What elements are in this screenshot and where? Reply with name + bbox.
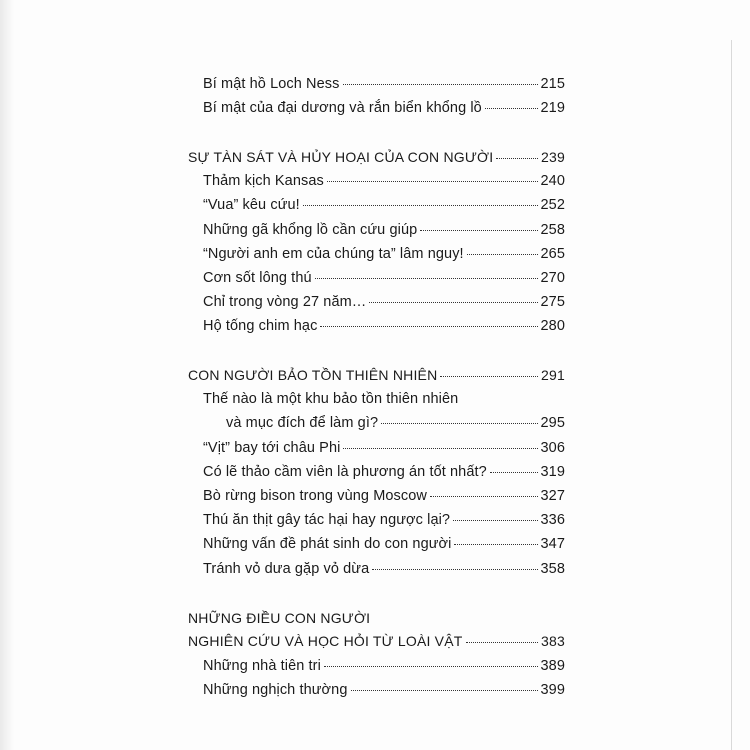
dot-leader (430, 495, 538, 497)
toc-entry-line1 (203, 391, 565, 407)
dot-leader (343, 447, 537, 449)
section-page: 291 (541, 367, 565, 383)
toc-entry-page: 358 (540, 561, 565, 577)
toc-entry (203, 318, 565, 334)
toc-entry-title: Những vấn đề phát sinh do con người (203, 536, 452, 552)
toc-entry-title: Bí mật hồ Loch Ness (203, 76, 340, 92)
toc-entry-title: Hộ tống chim hạc (203, 318, 318, 334)
section-title: CON NGƯỜI BẢO TỒN THIÊN NHIÊN (188, 367, 438, 383)
toc-entry-title: Bò rừng bison trong vùng Moscow (203, 488, 427, 504)
dot-leader (315, 277, 538, 279)
toc-entry-title: “Vua” kêu cứu! (203, 197, 300, 213)
toc-section-heading (188, 149, 565, 165)
toc-entry-title: “Người anh em của chúng ta” lâm nguy! (203, 246, 464, 262)
toc-entry (203, 294, 565, 310)
dot-leader (303, 204, 538, 206)
toc-entry-page: 252 (540, 197, 565, 213)
dot-leader (490, 471, 538, 473)
toc-entry (203, 561, 565, 577)
dot-leader (327, 180, 538, 182)
toc-entry-title: Chỉ trong vòng 27 năm… (203, 294, 367, 310)
toc-entry-title: và mục đích để làm gì? (226, 415, 379, 431)
toc-entry-page: 280 (540, 318, 565, 334)
toc-entry-title: Tránh vỏ dưa gặp vỏ dừa (203, 561, 370, 577)
dot-leader (496, 157, 538, 159)
toc-entry (203, 270, 565, 286)
toc-entry-page: 295 (540, 415, 565, 431)
dot-leader (369, 301, 537, 303)
toc-entry-title-line1: Thế nào là một khu bảo tồn thiên nhiên (203, 391, 459, 407)
toc-entry-page: 219 (540, 100, 565, 116)
dot-leader (485, 107, 538, 109)
dot-leader (454, 543, 537, 545)
toc-entry-page: 240 (540, 173, 565, 189)
toc-entry (203, 100, 565, 116)
toc-entry-title: Có lẽ thảo cầm viên là phương án tốt nhất? (203, 464, 487, 480)
toc-entry (203, 464, 565, 480)
toc-entry-page: 319 (540, 464, 565, 480)
toc-entry-title: Thú ăn thịt gây tác hại hay ngược lại? (203, 512, 451, 528)
toc-entry-page: 347 (540, 536, 565, 552)
dot-leader (372, 568, 537, 570)
toc-entry-page: 215 (540, 76, 565, 92)
toc-entry-title: Thảm kịch Kansas (203, 173, 324, 189)
toc-entry-page: 336 (540, 512, 565, 528)
toc-entry-title: “Vịt” bay tới châu Phi (203, 440, 341, 456)
dot-leader (343, 83, 538, 85)
toc-entry-title: Bí mật của đại dương và rắn biển khổng lồ (203, 100, 482, 116)
toc-entry (203, 488, 565, 504)
toc-entry-page: 270 (540, 270, 565, 286)
toc-entry-page: 275 (540, 294, 565, 310)
toc-entry (203, 682, 565, 698)
toc-entry (203, 76, 565, 92)
toc-entry-page: 389 (540, 658, 565, 674)
toc-entry (203, 197, 565, 213)
dot-leader (381, 422, 537, 424)
toc-entry (203, 536, 565, 552)
dot-leader (440, 375, 538, 377)
dot-leader (324, 665, 538, 667)
toc-entry (226, 415, 565, 431)
toc-entry-page: 399 (540, 682, 565, 698)
dot-leader (466, 641, 539, 643)
section-title-line1: NHỮNG ĐIỀU CON NGƯỜI (188, 610, 371, 626)
section-page: 239 (541, 149, 565, 165)
toc-section-heading-line1 (188, 610, 565, 626)
toc-entry (203, 512, 565, 528)
dot-leader (351, 689, 538, 691)
toc-entry-page: 265 (540, 246, 565, 262)
toc-entry-title: Cơn sốt lông thú (203, 270, 312, 286)
toc-entry (203, 222, 565, 238)
section-title: NGHIÊN CỨU VÀ HỌC HỎI TỪ LOÀI VẬT (188, 633, 463, 649)
toc-entry-page: 258 (540, 222, 565, 238)
dot-leader (467, 253, 538, 255)
dot-leader (320, 325, 537, 327)
toc-entry (203, 246, 565, 262)
toc-entry-title: Những nhà tiên tri (203, 658, 321, 674)
toc-section-heading (188, 633, 565, 649)
section-title: SỰ TÀN SÁT VÀ HỦY HOẠI CỦA CON NGƯỜI (188, 149, 494, 165)
toc-entry (203, 658, 565, 674)
section-page: 383 (541, 633, 565, 649)
toc-entry-page: 306 (540, 440, 565, 456)
toc-entry-title: Những gã khổng lồ cần cứu giúp (203, 222, 418, 238)
toc-section-heading (188, 367, 565, 383)
dot-leader (453, 519, 537, 521)
toc-entry (203, 440, 565, 456)
toc-entry-title: Những nghịch thường (203, 682, 348, 698)
dot-leader (420, 229, 537, 231)
toc-entry-page: 327 (540, 488, 565, 504)
toc-entry (203, 173, 565, 189)
